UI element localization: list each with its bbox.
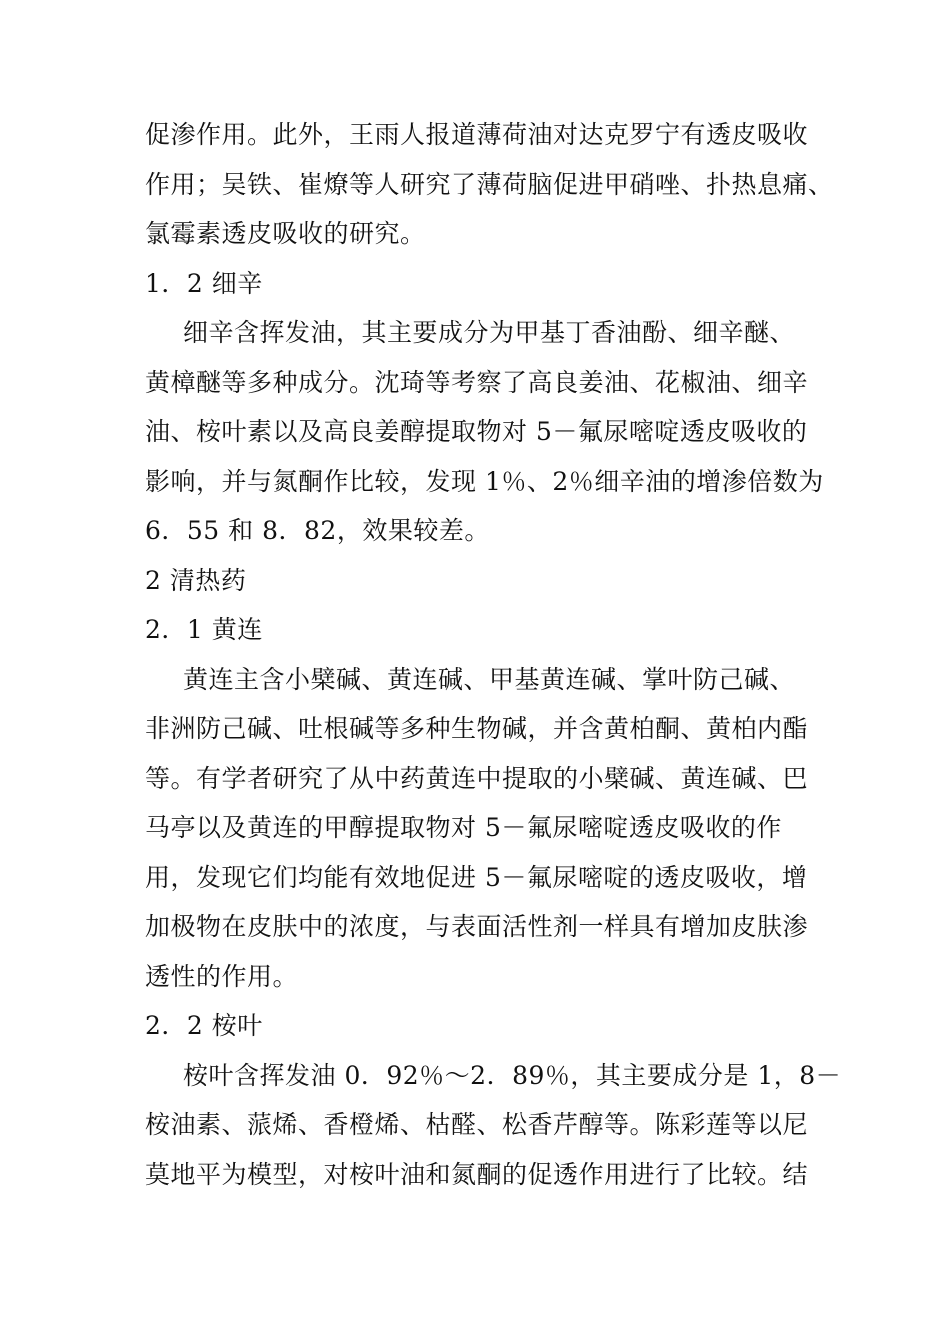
text-line: 透性的作用。 <box>145 961 299 991</box>
text-line: 桉油素、蒎烯、香橙烯、枯醛、松香芹醇等。陈彩莲等以尼 <box>145 1110 809 1139</box>
text-line: 莫地平为模型，对桉叶油和氮酮的促透作用进行了比较。结 <box>145 1159 809 1189</box>
document-page <box>145 110 842 1199</box>
text-line: 油、桉叶素以及高良姜醇提取物对 5－氟尿嘧啶透皮吸收的 <box>145 417 808 446</box>
text-line: 加极物在皮肤中的浓度，与表面活性剂一样具有增加皮肤渗 <box>145 912 809 941</box>
text-line: 等。有学者研究了从中药黄连中提取的小檗碱、黄连碱、巴 <box>145 763 809 793</box>
section-heading: 2 清热药 <box>145 565 247 595</box>
text-line: 用，发现它们均能有效地促进 5－氟尿嘧啶的透皮吸收，增 <box>145 862 808 892</box>
section-heading: 2．2 桉叶 <box>145 1011 263 1040</box>
text-line: 氯霉素透皮吸收的研究。 <box>145 219 426 248</box>
text-line: 作用；吴铁、崔燎等人研究了薄荷脑促进甲硝唑、扑热息痛、 <box>145 169 834 199</box>
section-heading: 2．1 黄连 <box>145 615 263 644</box>
text-line: 6．55 和 8．82，效果较差。 <box>145 516 490 545</box>
text-line: 细辛含挥发油，其主要成分为甲基丁香油酚、细辛醚、 <box>183 318 796 347</box>
text-line: 黄连主含小檗碱、黄连碱、甲基黄连碱、掌叶防己碱、 <box>183 664 796 694</box>
text-line: 马亭以及黄连的甲醇提取物对 5－氟尿嘧啶透皮吸收的作 <box>145 813 782 842</box>
section-heading: 1．2 细辛 <box>145 268 263 298</box>
text-line: 影响，并与氮酮作比较，发现 1％、2％细辛油的增渗倍数为 <box>145 466 824 496</box>
text-line: 黄樟醚等多种成分。沈琦等考察了高良姜油、花椒油、细辛 <box>145 367 809 397</box>
text-line: 非洲防己碱、吐根碱等多种生物碱，并含黄柏酮、黄柏内酯 <box>145 714 809 743</box>
text-line: 促渗作用。此外，王雨人报道薄荷油对达克罗宁有透皮吸收 <box>145 120 809 149</box>
text-line: 桉叶含挥发油 0．92％～2．89％，其主要成分是 1，8－ <box>183 1060 842 1090</box>
